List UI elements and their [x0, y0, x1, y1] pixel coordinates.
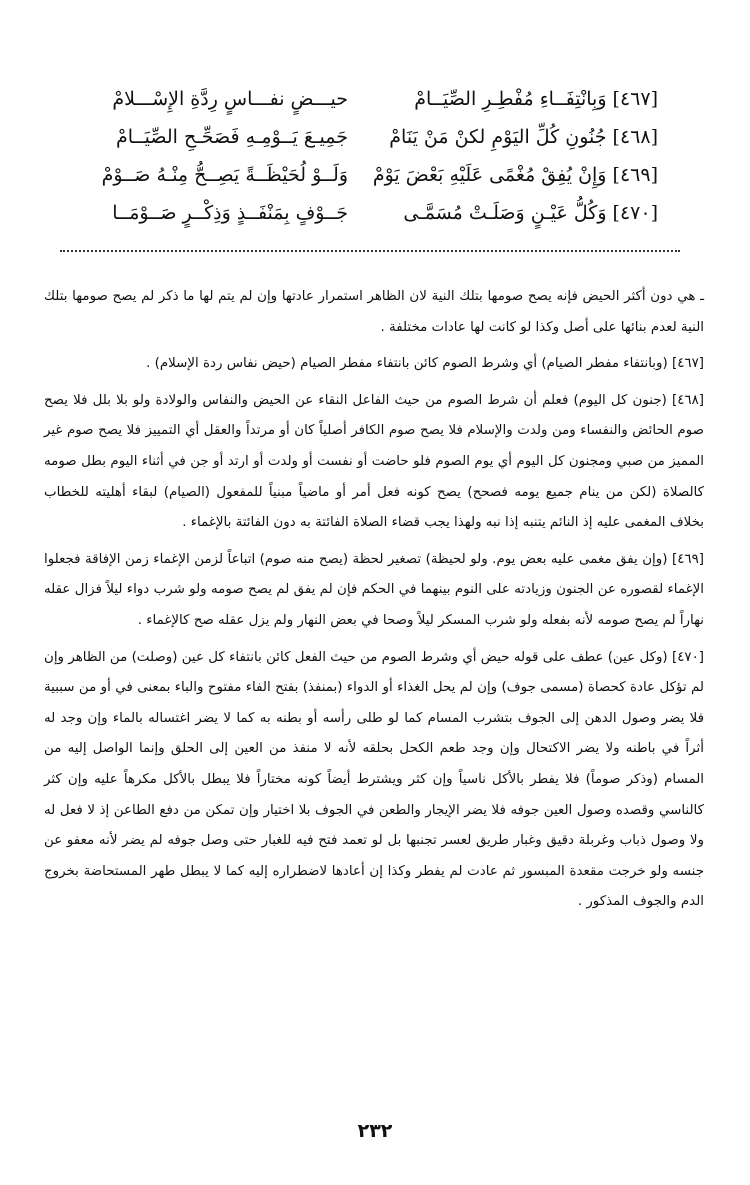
verse-row [88, 194, 658, 232]
verse-row [88, 80, 658, 118]
verse-first-hemistich: [٤٦٧] وَبِانْتِفَــاءِ مُفْطِـرِ الصِّيَــامْ [414, 88, 658, 110]
verse-first-hemistich: [٤٦٩] وَإِنْ يُفِقْ مُغْمًى عَلَيْهِ بَعْضَ يَوْمْ [372, 164, 658, 186]
commentary-paragraph: [٤٦٩] (وإن يفق مغمى عليه بعض يوم. ولو لحيظة) تصغير لحظة (يصح منه صوم) اتباعاً لزمن الإغماء زمن الإفاقة فجعلوا الإغماء لقصوره عن الجنون وزيادته على النوم بينهما في الحكم فإن لم يفق لم يصح صومه ولو شرب دواء ليلاً فزال عقله نهاراً لم يصح صومه لأنه بفعله ولو شرب المسكر ليلاً وصحا في بعض النهار ولم يزل عقله صح كالإغماء . [44, 551, 704, 628]
page-number: ٢٣٢ [357, 1120, 393, 1142]
commentary-paragraph: [٤٦٨] (جنون كل اليوم) فعلم أن شرط الصوم من حيث الفاعل النقاء عن الحيض والنفاس والولادة ولو بلا بلل فلا يصح صوم الحائض والنفساء ومن ولدت والإسلام فلا يصح صوم الكافر أصلياً كان أو مرتداً والعقل أي التمييز فلا يصح صوم غير المميز من صبي ومجنون كل اليوم أي يوم الصوم فلو حاضت أو نفست أو ولدت أو ارتد أو جن في أثناء اليوم بطل صومه كالصلاة (لكن من ينام جميع يومه فصحح) يصح كونه فعل أمر أو ماضياً مبنياً للمفعول (الصيام) لبقاء أهليته للخطاب بخلاف المغمى عليه إذ النائم يتنبه إذا نبه ولهذا يجب قضاء الصلاة الفائتة به دون الفائتة بالإغماء . [44, 392, 704, 531]
commentary-paragraph: ـ هي دون أكثر الحيض فإنه يصح صومها بتلك النية لان الظاهر استمرار عادتها وإن لم يتم لها ما ذكر لم يصح صومها بتلك النية لعدم بنائها على أصل وكذا لو كانت لها عادات مختلفة . [44, 289, 704, 335]
verse-second-hemistich: حيـــضٍ نفـــاسٍ رِدَّةِ الإِسْـــلامْ [112, 88, 348, 110]
verse-first-hemistich: [٤٦٨] جُنُونِ كُلِّ اليَوْمِ لكنْ مَنْ يَنَامْ [389, 126, 658, 148]
verse-second-hemistich: جَمِيـعَ يَــوْمِـهِ فَصَحِّـحِ الصِّيَــامْ [115, 126, 348, 148]
verse-first-hemistich: [٤٧٠] وَكُلُّ عَيْـنٍ وَصَلَـتْ مُسَمَّـى [403, 202, 658, 224]
verse-block [88, 80, 658, 232]
commentary-body [44, 282, 704, 924]
verse-row [88, 118, 658, 156]
verse-second-hemistich: جَــوْفٍ بِمَنْفَــذٍ وَذِكْــرٍ صَــوْمَــا [112, 202, 348, 224]
dotted-separator [60, 250, 680, 252]
verse-row [88, 156, 658, 194]
verse-second-hemistich: وَلَــوْ لُحَيْظَــةً يَصِــحُّ مِنْـهُ صَــوْمْ [101, 164, 348, 186]
commentary-paragraph: [٤٧٠] (وكل عين) عطف على قوله حيض أي وشرط الصوم من حيث الفعل كائن بانتفاء كل عين (وصلت) من الظاهر وإن لم تؤكل عادة كحصاة (مسمى جوف) وإن لم يحل الغذاء أو الدواء (بمنفذ) بفتح الفاء مفتوح والباء بمعنى في أو من سببية فلا يضر وصول الدهن إلى الجوف بتشرب المسام كما لو طلى رأسه أو بطنه به كما لا يضر اغتساله بالماء وإن وجد له أثراً في باطنه ولا يضر الاكتحال وإن وجد طعم الكحل بحلقه لأنه لا منفذ من العين إلى الحلق وإنما الواصل إليه من المسام (وذكر صوماً) فلا يفطر بالأكل ناسياً وإن كثر ويشترط أيضاً كونه مختاراً فلا يبطل بالأكل مكرهاً عليه وإن كثر كالناسي وقصده وصول العين جوفه فلا يضر الإيجار والطعن في الجوف بلا اختيار وإن تمكن من دفع الطاعن إذ لا فعل له ولا وصول ذباب وغربلة دقيق وغبار طريق لعسر تجنبها بل لو تعمد فتح فيه للغبار حتى وصل جوفه لم يضر لأنه معفو عن جنسه ولو خرجت مقعدة المبسور ثم عادت لم يفطر وكذا إن أعادها لاضطراره إليه كما لا يبطل طهر المستحاضة بخروج الدم والجوف المذكور . [44, 649, 704, 910]
commentary-paragraph: [٤٦٧] (وبانتفاء مفطر الصيام) أي وشرط الصوم كائن بانتفاء مفطر الصيام (حيض نفاس ردة الإسلام) . [146, 356, 704, 372]
